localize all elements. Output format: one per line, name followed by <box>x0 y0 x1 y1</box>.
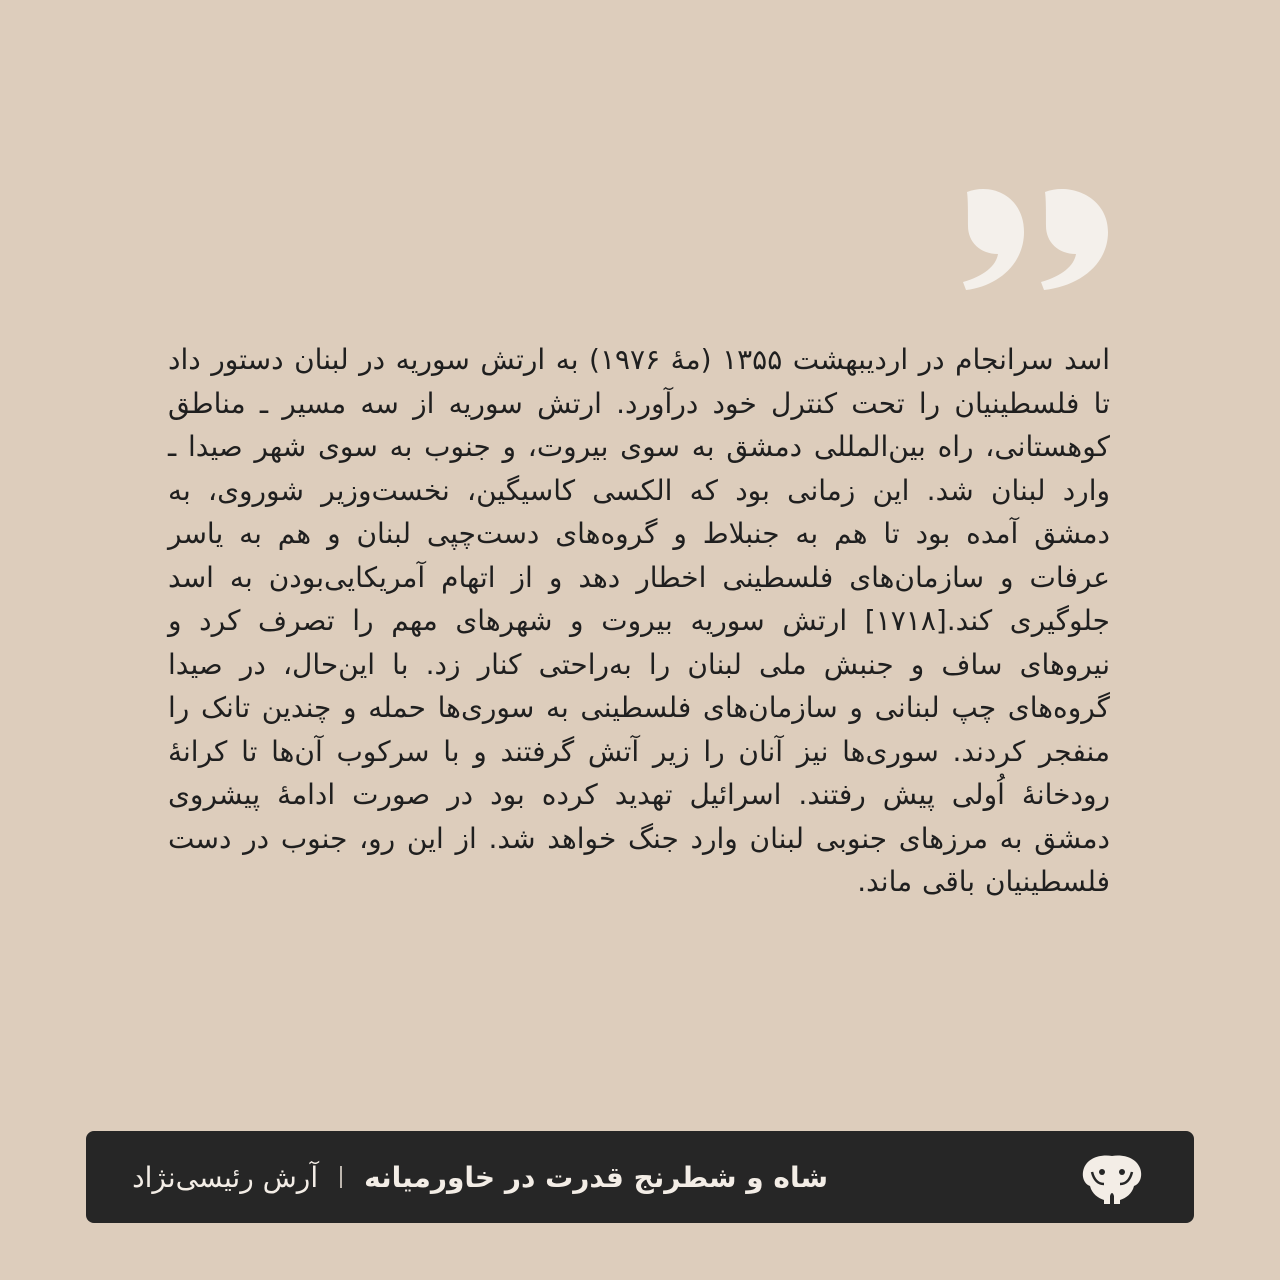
footer-credits <box>132 1131 828 1223</box>
book-title: شاه و شطرنج قدرت در خاورمیانه <box>364 1160 828 1194</box>
author-name: آرش رئیسی‌نژاد <box>132 1160 319 1194</box>
elephant-logo-icon <box>1080 1150 1144 1206</box>
footer-bar <box>86 1131 1194 1223</box>
quote-text: اسد سرانجام در اردیبهشت ۱۳۵۵ (مهٔ ۱۹۷۶) به ارتش سوریه در لبنان دستور داد تا فلسطینیان را تحت کنترل خود درآورد. ارتش سوریه از سه مسیر ـ مناطق کوهستانی، راه بین‌المللی دمشق به سوی بیروت، و جنوب به سوی شهر صیدا ـ وارد لبنان شد. این زمانی بود که الکسی کاسیگین، نخست‌وزیر شوروی، به دمشق آمده بود تا هم به جنبلاط و گروه‌های دست‌چپی لبنان و هم به یاسر عرفات و سازمان‌های فلسطینی اخطار دهد و از اتهام آمریکایی‌بودن به اسد جلوگیری کند.[۱۷۱۸] ارتش سوریه بیروت و شهرهای مهم را تصرف کرد و نیروهای ساف و جنبش ملی لبنان را به‌راحتی کنار زد. با این‌حال، در صیدا گروه‌های چپ لبنانی و سازمان‌های فلسطینی به سوری‌ها حمله و چندین تانک را منفجر کردند. سوری‌ها نیز آنان را زیر آتش گرفتند و با سرکوب آن‌ها تا کرانهٔ رودخانهٔ اُولی پیش رفتند. اسرائیل تهدید کرده بود در صورت ادامهٔ پیشروی دمشق به مرزهای جنوبی لبنان وارد جنگ خواهد شد. از این رو، جنوب در دست فلسطینیان باقی ماند. <box>168 343 1111 898</box>
quote-mark-icon <box>962 186 1112 292</box>
divider <box>340 1166 342 1188</box>
